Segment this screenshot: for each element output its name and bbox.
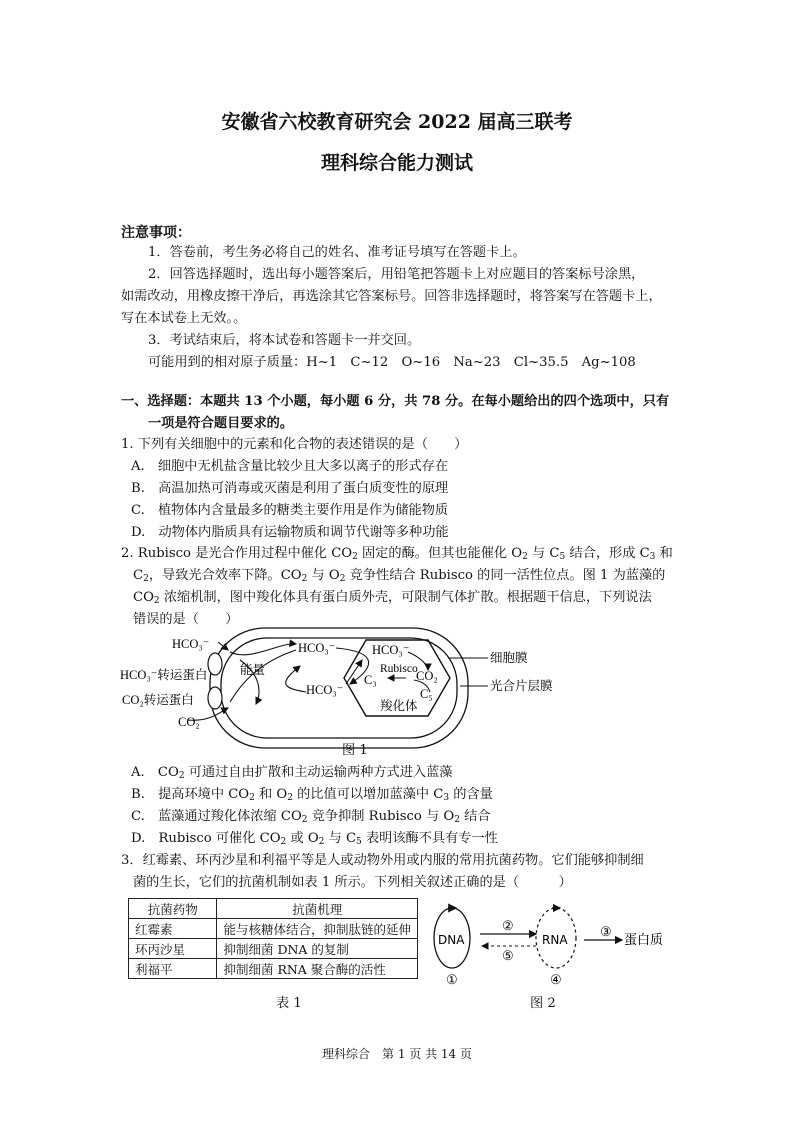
section-heading: 一、选择题：本题共 13 个小题，每小题 6 分，共 78 分。在每小题给出的四个选项中，只有 xyxy=(121,394,670,409)
label-protein: 蛋白质 xyxy=(624,932,664,947)
table-cell: 抑制细菌 RNA 聚合酶的活性 xyxy=(217,959,418,979)
q2-stem-line3: $CO_2$ 浓缩机制，图中羧化体具有蛋白质外壳，可限制气体扩散。根据题干信息，下列说法 xyxy=(133,590,652,606)
page-subtitle: 理科综合能力测试 xyxy=(320,152,473,174)
table-1-caption: 表 1 xyxy=(276,996,302,1011)
figure-2-central-dogma xyxy=(432,898,682,990)
co2-transporter-shape xyxy=(208,687,222,709)
table-cell: 能与核糖体结合，抑制肽链的延伸 xyxy=(217,919,418,939)
label-co2-outside: CO₂ xyxy=(178,715,200,729)
label-cell-membrane: 细胞膜 xyxy=(490,651,528,665)
label-hco3-outside: HCO₃⁻ xyxy=(172,637,210,651)
figure-2-caption: 图 2 xyxy=(530,996,556,1011)
table-cell: 抑制细菌 DNA 的复制 xyxy=(217,939,418,959)
q2-stem-line1: 2. Rubisco 是光合作用过程中催化 $CO_2$ 固定的酶。但其也能催化 $O_2$ 与 $C_5$ 结合，形成 $C_3$ 和 xyxy=(121,546,673,562)
q1-stem: 1. 下列有关细胞中的元素和化合物的表述错误的是（ ） xyxy=(121,437,468,452)
label-co2-transporter: CO₂转运蛋白 xyxy=(122,693,194,707)
label-circle-5: ⑤ xyxy=(502,948,514,963)
q1-option-a: A. 细胞中无机盐含量比较少且大多以离子的形式存在 xyxy=(131,459,449,474)
label-circle-2: ② xyxy=(502,918,514,933)
q2-option-b: B. 提高环境中 $CO_2$ 和 $O_2$ 的比值可以增加蓝藻中 $C_3$ 的含量 xyxy=(131,787,493,803)
label-energy: 能量 xyxy=(240,663,266,677)
label-circle-1: ① xyxy=(446,972,458,987)
notice-item: 如需改动，用橡皮擦干净后，再选涂其它答案标号。回答非选择题时，将答案写在答题卡上， xyxy=(121,289,662,304)
table-cell: 利福平 xyxy=(129,959,217,979)
q3-stem-line2: 菌的生长，它们的抗菌机制如表 1 所示。下列相关叙述正确的是（ ） xyxy=(133,875,572,890)
q3-stem-line1: 3．红霉素、环丙沙星和利福平等是人或动物外用或内服的常用抗菌药物。它们能够抑制细 xyxy=(121,853,644,868)
table-row xyxy=(129,939,418,959)
table-row xyxy=(129,919,418,939)
hco3-transporter-shape xyxy=(208,653,222,675)
q2-option-c: C. 蓝藻通过羧化体浓缩 $CO_2$ 竞争抑制 Rubisco 与 $O_2$ 结合 xyxy=(131,809,491,825)
label-circle-3: ③ xyxy=(600,924,612,939)
q2-option-a: A. $CO_2$ 可通过自由扩散和主动运输两种方式进入蓝藻 xyxy=(131,765,453,781)
table-cell: 环丙沙星 xyxy=(129,939,217,959)
page-footer: 理科综合 第 1 页 共 14 页 xyxy=(322,1047,472,1061)
q2-option-d: D. Rubisco 可催化 $CO_2$ 或 $O_2$ 与 $C_5$ 表明该酶不具有专一性 xyxy=(131,831,498,847)
q1-option-c: C. 植物体内含量最多的糖类主要作用是作为储能物质 xyxy=(131,503,449,518)
table-header: 抗菌机理 xyxy=(217,899,418,919)
q2-stem-line2: $C_2$，导致光合效率下降。$CO_2$ 与 $O_2$ 竞争性结合 Rubisco 的同一活性位点。图 1 为蓝藻的 xyxy=(133,568,666,584)
q2-stem-line4: 错误的是（ ） xyxy=(133,612,239,627)
table-row xyxy=(129,959,418,979)
q1-option-b: B. 高温加热可消毒或灭菌是利用了蛋白质变性的原理 xyxy=(131,481,449,496)
notice-item: 2．回答选择题时，选出每小题答案后，用铅笔把答题卡上对应题目的答案标号涂黑， xyxy=(148,267,645,282)
notice-heading: 注意事项： xyxy=(121,225,191,241)
label-hco3-cytoplasm: HCO₃⁻ xyxy=(298,641,336,655)
label-hco3-carboxysome: HCO₃⁻ xyxy=(372,643,410,657)
label-c3: C₃ xyxy=(364,673,377,687)
label-hco3-lower: HCO₃⁻ xyxy=(306,683,344,697)
label-thylakoid-membrane: 光合片层膜 xyxy=(490,679,553,693)
label-rubisco: Rubisco xyxy=(380,663,418,675)
label-c5: C₅ xyxy=(420,687,433,701)
section-heading-cont: 一项是符合题目要求的。 xyxy=(148,416,294,431)
label-dna: DNA xyxy=(438,933,465,947)
label-circle-4: ④ xyxy=(550,972,562,987)
label-rna: RNA xyxy=(542,933,568,947)
notice-item: 1．答卷前，考生务必将自己的姓名、准考证号填写在答题卡上。 xyxy=(148,245,526,260)
page-title: 安徽省六校教育研究会 2022 届高三联考 xyxy=(221,111,573,133)
notice-item: 写在本试卷上无效。。 xyxy=(121,311,247,326)
table-header: 抗菌药物 xyxy=(129,899,217,919)
table-header-row xyxy=(129,899,418,919)
figure-1-caption: 图 1 xyxy=(342,743,368,758)
table-cell: 红霉素 xyxy=(129,919,217,939)
label-hco3-transporter: HCO₃⁻转运蛋白 xyxy=(120,668,208,682)
label-carboxysome: 羧化体 xyxy=(380,699,418,713)
notice-item: 3．考试结束后，将本试卷和答题卡一并交回。 xyxy=(148,333,421,348)
atomic-masses: 可能用到的相对原子质量：H~1 C~12 O~16 Na~23 Cl~35.5 Ag~108 xyxy=(148,355,636,370)
q1-option-d: D. 动物体内脂质具有运输物质和调节代谢等多种功能 xyxy=(131,525,449,540)
table-1-antibiotics xyxy=(128,898,418,979)
label-co2-carboxysome: CO₂ xyxy=(416,669,438,683)
